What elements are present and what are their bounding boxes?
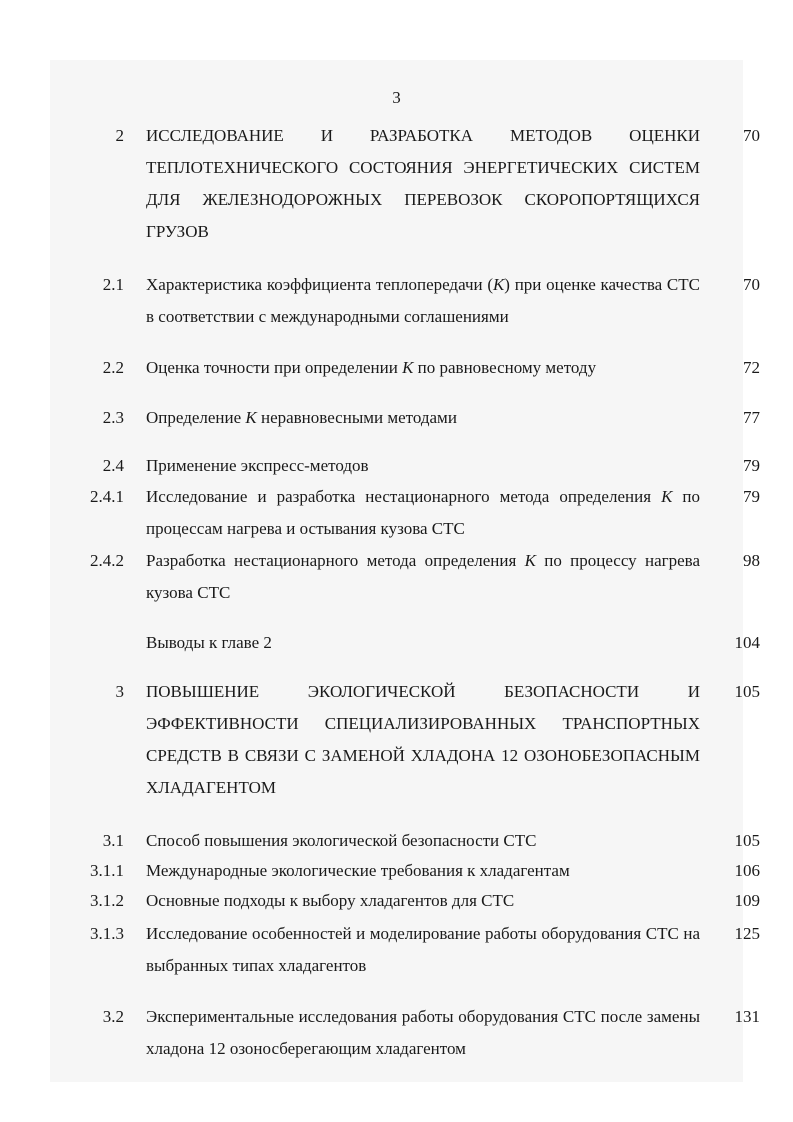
toc-entry-page: 105	[734, 682, 760, 701]
toc-entry-number: 3	[115, 682, 124, 701]
toc-entry-page: 79	[743, 456, 760, 475]
toc-entry-title: Международные экологические требования к хладагентам	[146, 861, 570, 880]
toc-entry-page: 104	[734, 633, 760, 652]
toc-entry-number: 2.4.1	[90, 487, 124, 506]
toc-entry-page: 131	[734, 1007, 760, 1026]
toc-entry-number: 3.1.3	[90, 924, 124, 943]
toc-entry-page: 77	[743, 408, 760, 427]
toc-entry-number: 2.4	[102, 456, 124, 475]
toc-entry-title: Характеристика коэффициента теплопередачи (К) при оценке качества СТС в соответствии с международными соглашениями	[146, 275, 700, 326]
toc-entry-page: 106	[734, 861, 760, 880]
toc-entry-page: 70	[743, 126, 760, 145]
toc-entry-number: 3.1.2	[90, 891, 124, 910]
toc-entry-number: 2.2	[102, 358, 124, 377]
toc-entry-number: 3.1	[102, 831, 124, 850]
toc-entry-title: Способ повышения экологической безопасности СТС	[146, 831, 537, 850]
toc-entry-page: 79	[743, 487, 760, 506]
toc-entry-number: 2.1	[102, 275, 124, 294]
toc-entry-page: 125	[734, 924, 760, 943]
toc-entry-title: Применение экспресс-методов	[146, 456, 369, 475]
toc-entry-number: 2	[115, 126, 124, 145]
toc-entry-title: Исследование и разработка нестационарного метода определения К по процессам нагрева и остывания кузова СТС	[146, 487, 700, 538]
toc-entry-title: Разработка нестационарного метода определения К по процессу нагрева кузова СТС	[146, 551, 701, 602]
toc-entry-page: 72	[743, 358, 760, 377]
toc-entry-title: Основные подходы к выбору хладагентов для СТС	[146, 891, 515, 910]
toc-entry-number: 2.3	[102, 408, 124, 427]
toc-entry-title: Экспериментальные исследования работы оборудования СТС после замены хладона 12 озоносберегающим хладагентом	[146, 1007, 700, 1058]
toc-entry-title: ПОВЫШЕНИЕ ЭКОЛОГИЧЕСКОЙ БЕЗОПАСНОСТИ И ЭФФЕКТИВНОСТИ СПЕЦИАЛИЗИРОВАННЫХ ТРАНСПОРТНЫХ СРЕДСТВ В СВЯЗИ С ЗАМЕНОЙ ХЛАДОНА 12 ОЗОНОБЕЗОПАСНЫМ ХЛАДАГЕНТОМ	[146, 682, 700, 797]
toc-entry-page: 98	[743, 551, 760, 570]
toc-entry-title: Определение К неравновесными методами	[146, 408, 457, 427]
toc-entry-number: 3.2	[102, 1007, 124, 1026]
page-number: 3	[392, 88, 401, 107]
toc-entry-title: Исследование особенностей и моделирование работы оборудования СТС на выбранных типах хладагентов	[146, 924, 700, 975]
toc-entry-title: Выводы к главе 2	[146, 633, 272, 652]
toc-entry-title: Оценка точности при определении К по равновесному методу	[146, 358, 597, 377]
toc-entry-page: 70	[743, 275, 760, 294]
toc-entry-number: 3.1.1	[90, 861, 124, 880]
toc-entry-page: 105	[734, 831, 760, 850]
toc-entry-title: ИССЛЕДОВАНИЕ И РАЗРАБОТКА МЕТОДОВ ОЦЕНКИ ТЕПЛОТЕХНИЧЕСКОГО СОСТОЯНИЯ ЭНЕРГЕТИЧЕСКИХ СИСТЕМ ДЛЯ ЖЕЛЕЗНОДОРОЖНЫХ ПЕРЕВОЗОК СКОРОПОРТЯЩИХСЯ ГРУЗОВ	[146, 126, 700, 241]
toc-entry-page: 109	[734, 891, 760, 910]
toc-entry-number: 2.4.2	[90, 551, 124, 570]
